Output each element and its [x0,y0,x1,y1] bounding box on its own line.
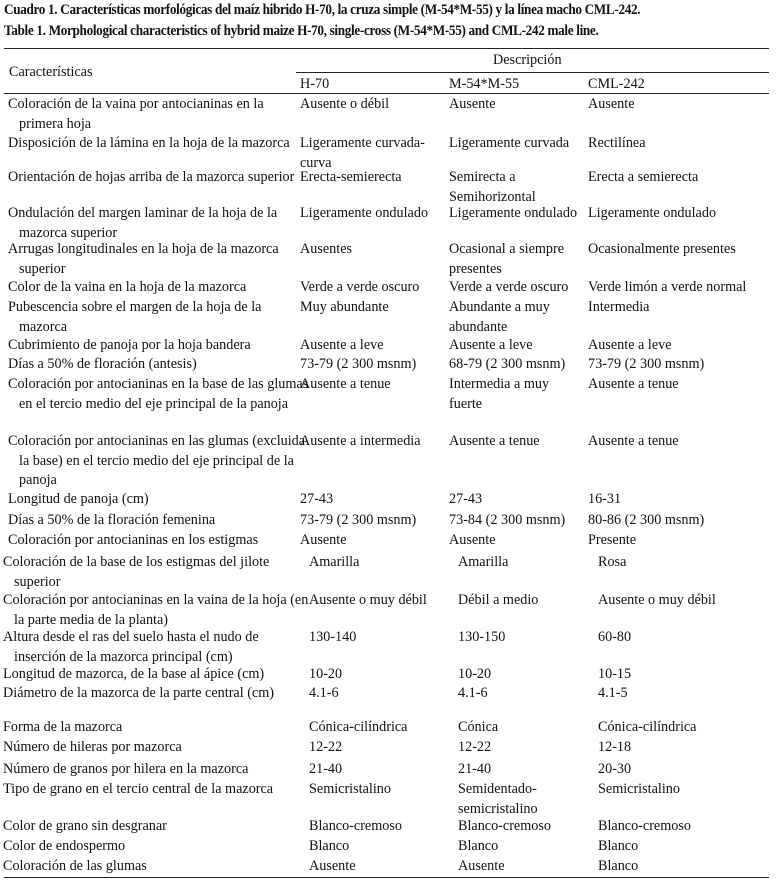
header-description: Descripción [493,52,562,68]
cell-h70: 73-79 (2 300 msnm) [300,512,417,528]
cell-m54m55: Ausente [449,532,496,548]
cell-m54m55: Ocasional a siempre presentes [449,241,565,277]
cell-m54m55: 68-79 (2 300 msnm) [449,356,566,372]
cell-cml242: Ligeramente ondulado [588,205,717,221]
cell-h70: Erecta-semierecta [300,169,402,185]
cell-m54m55: 12-22 [458,739,492,755]
cell-h70: 73-79 (2 300 msnm) [300,356,417,372]
row-label: Color de la vaina en la hoja de la mazorca [8,279,247,295]
cell-h70: Ausente [300,532,347,548]
cell-h70: Muy abundante [300,299,389,315]
cell-cml242: 20-30 [598,761,632,777]
row-label: Cubrimiento de panoja por la hoja bandera [8,337,251,353]
cell-m54m55: 130-150 [458,629,506,645]
row-label: Tipo de grano en el tercio central de la mazorca [3,781,274,797]
cell-h70: Ausente a leve [300,337,384,353]
table-top-rule [4,48,769,49]
cell-cml242: 16-31 [588,491,622,507]
cell-cml242: Rosa [598,554,627,570]
cell-cml242: 4.1-5 [598,685,628,701]
row-label: Diámetro de la mazorca de la parte central (cm) [3,685,274,701]
cell-m54m55: Ausente a tenue [449,433,540,449]
cell-m54m55: Ausente a leve [449,337,533,353]
cell-cml242: 10-15 [598,666,632,682]
row-label: Días a 50% de floración (antesis) [8,356,197,372]
cell-m54m55: 27-43 [449,491,483,507]
cell-m54m55: 4.1-6 [458,685,488,701]
cell-h70: Amarilla [309,554,360,570]
cell-m54m55: 21-40 [458,761,492,777]
cell-cml242: Ausente a tenue [588,376,679,392]
row-label: Coloración por antocianinas en la vaina de la hoja (en la parte media de la planta) [3,592,309,628]
cell-m54m55: 73-84 (2 300 msnm) [449,512,566,528]
cell-cml242: 80-86 (2 300 msnm) [588,512,705,528]
row-label: Longitud de panoja (cm) [8,491,149,507]
cell-h70: Semicristalino [309,781,391,797]
cell-m54m55: Ausente [449,96,496,112]
row-label: Forma de la mazorca [3,719,123,735]
cell-h70: Ligeramente ondulado [300,205,429,221]
cell-cml242: Semicristalino [598,781,680,797]
cell-h70: 4.1-6 [309,685,339,701]
cell-h70: Blanco [309,838,350,854]
header-col-m54m55: M-54*M-55 [449,76,520,92]
cell-m54m55: Blanco-cremoso [458,818,551,834]
header-col-cml242: CML-242 [588,76,645,92]
cell-h70: Cónica-cilíndrica [309,719,408,735]
cell-cml242: Blanco [598,858,639,874]
cell-h70: Ligeramente curvada-curva [300,135,425,171]
cell-m54m55: Verde a verde oscuro [449,279,569,295]
table-caption-spanish: Cuadro 1. Características morfológicas del maíz hibrido H-70, la cruza simple (M-54*M-55) y la línea macho CML-242. [4,2,641,18]
cell-cml242: Blanco-cremoso [598,818,691,834]
cell-m54m55: Ausente [458,858,505,874]
cell-cml242: Rectilínea [588,135,646,151]
cell-cml242: Erecta a semierecta [588,169,699,185]
cell-h70: Ausente [309,858,356,874]
cell-cml242: Ausente [588,96,635,112]
cell-cml242: Ocasionalmente presentes [588,241,736,257]
cell-h70: 21-40 [309,761,343,777]
cell-cml242: Ausente o muy débil [598,592,716,608]
row-label: Coloración de la base de los estigmas del jilote superior [3,554,270,590]
row-label: Días a 50% de la floración femenina [8,512,216,528]
cell-m54m55: Semirecta a Semihorizontal [449,169,536,205]
row-label: Coloración por antocianinas en la base de las glumas en el tercio medio del eje principal de la panoja [8,376,309,412]
row-label: Coloración de la vaina por antocianinas en la primera hoja [8,96,264,132]
cell-h70: Verde a verde oscuro [300,279,420,295]
row-label: Número de granos por hilera en la mazorca [3,761,249,777]
cell-h70: 27-43 [300,491,334,507]
cell-m54m55: Amarilla [458,554,509,570]
cell-cml242: 12-18 [598,739,632,755]
cell-cml242: Ausente a leve [588,337,672,353]
cell-m54m55: Débil a medio [458,592,539,608]
cell-cml242: Ausente a tenue [588,433,679,449]
cell-m54m55: Intermedia a muy fuerte [449,376,550,412]
cell-h70: Blanco-cremoso [309,818,402,834]
row-label: Número de hileras por mazorca [3,739,182,755]
cell-h70: 130-140 [309,629,357,645]
row-label: Arrugas longitudinales en la hoja de la mazorca superior [8,241,279,277]
row-label: Ondulación del margen laminar de la hoja de la mazorca superior [8,205,278,241]
row-label: Color de endospermo [3,838,126,854]
cell-m54m55: Ligeramente curvada [449,135,570,151]
header-characteristics: Características [9,64,93,80]
cell-m54m55: Abundante a muy abundante [449,299,550,335]
cell-cml242: 60-80 [598,629,632,645]
cell-m54m55: Blanco [458,838,499,854]
cell-cml242: Blanco [598,838,639,854]
cell-m54m55: 10-20 [458,666,492,682]
table-caption-english: Table 1. Morphological characteristics of hybrid maize H-70, single-cross (M-54*M-55) and CML-242 male line. [4,23,599,39]
cell-h70: Ausente a intermedia [300,433,421,449]
row-label: Longitud de mazorca, de la base al ápice (cm) [3,666,265,682]
row-label: Orientación de hojas arriba de la mazorca superior [8,169,295,185]
cell-cml242: Presente [588,532,637,548]
cell-h70: Ausentes [300,241,353,257]
cell-cml242: 73-79 (2 300 msnm) [588,356,705,372]
cell-cml242: Verde limón a verde normal [588,279,747,295]
row-label: Altura desde el ras del suelo hasta el nudo de inserción de la mazorca principal (cm) [3,629,259,665]
cell-h70: Ausente o débil [300,96,390,112]
header-col-h70: H-70 [300,76,330,92]
cell-h70: Ausente o muy débil [309,592,427,608]
header-description-rule [296,72,769,73]
row-label: Coloración de las glumas [3,858,147,874]
row-label: Color de grano sin desgranar [3,818,167,834]
row-label: Disposición de la lámina en la hoja de la mazorca [8,135,290,151]
cell-m54m55: Ligeramente ondulado [449,205,578,221]
row-label: Coloración por antocianinas en las glumas (excluida la base) en el tercio medio del eje principal de la panoja [8,433,306,488]
row-label: Pubescencia sobre el margen de la hoja de la mazorca [8,299,262,335]
cell-h70: 12-22 [309,739,343,755]
cell-m54m55: Semidentado-semicristalino [458,781,538,817]
cell-h70: Ausente a tenue [300,376,391,392]
cell-m54m55: Cónica [458,719,499,735]
cell-cml242: Intermedia [588,299,650,315]
row-label: Coloración por antocianinas en los estigmas [8,532,259,548]
table-bottom-rule [4,877,769,878]
cell-h70: 10-20 [309,666,343,682]
cell-cml242: Cónica-cilíndrica [598,719,697,735]
